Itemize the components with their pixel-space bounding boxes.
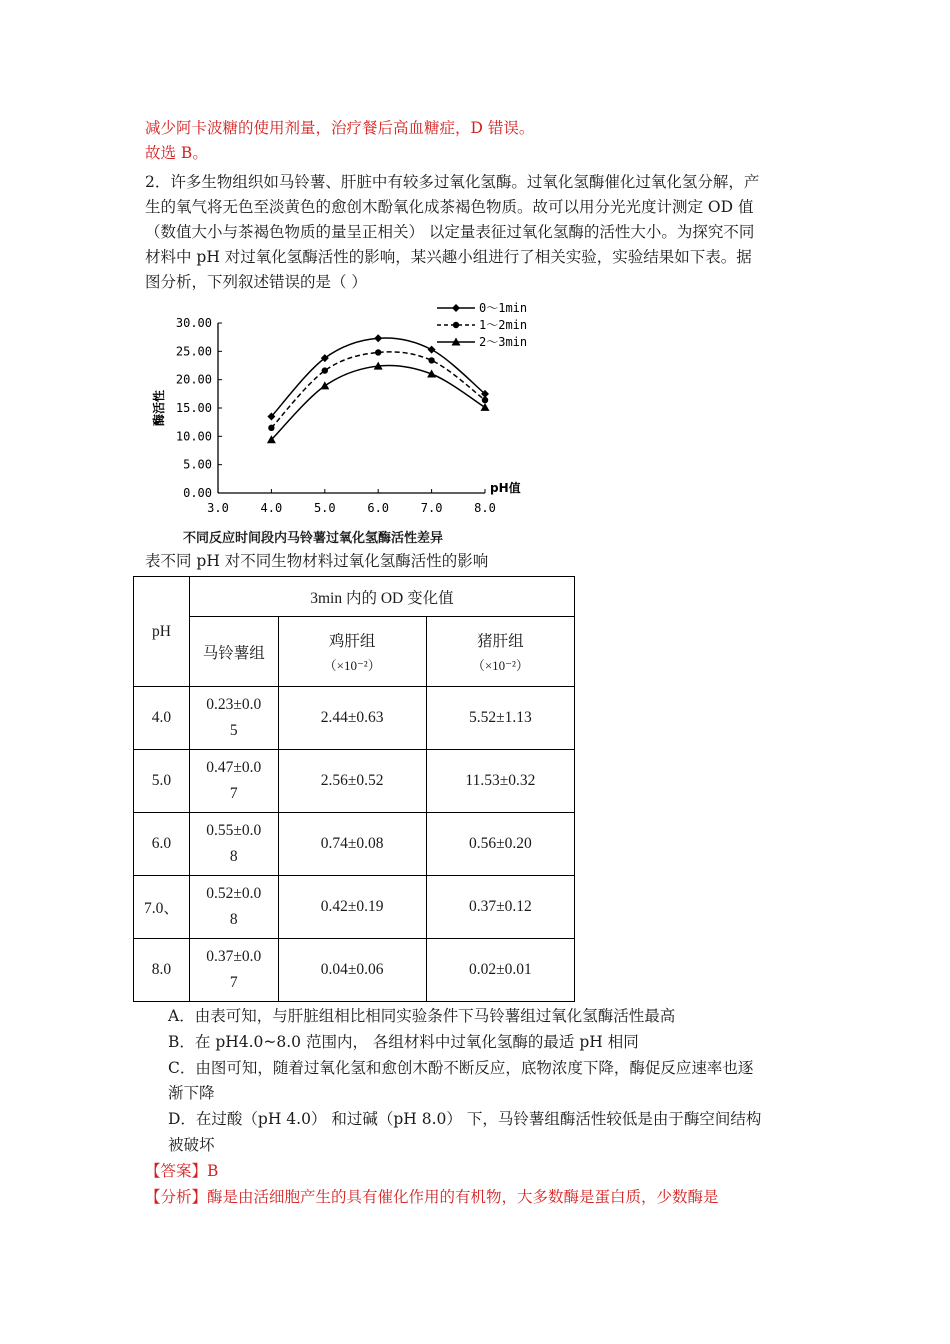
data-point <box>320 381 329 389</box>
row-ph: 4.0 <box>134 687 190 750</box>
legend-label: 1～2min <box>479 318 528 332</box>
od-table <box>133 576 575 1002</box>
y-axis-label: 酶活性 <box>152 389 166 427</box>
ph-header: pH <box>134 577 190 687</box>
question-line-3: （数值大小与茶褐色物质的量呈正相关） 以定量表征过氧化氢酶的活性大小。为探究不同 <box>145 223 755 241</box>
potato-value-b: 7 <box>229 974 238 991</box>
y-tick-label: 10.00 <box>175 429 212 444</box>
data-point <box>375 349 381 355</box>
row-pig: 11.53±0.32 <box>426 750 574 813</box>
row-potato <box>189 687 278 750</box>
potato-value-a: 0.23±0.0 <box>206 696 262 713</box>
col-pig <box>426 617 574 687</box>
intro-line-2: 故选 B。 <box>145 144 208 162</box>
col-pig-unit: （×10⁻²） <box>471 658 529 673</box>
y-tick-label: 25.00 <box>175 344 212 359</box>
potato-value-a: 0.47±0.0 <box>206 759 262 776</box>
data-point <box>322 367 328 373</box>
col-chicken <box>278 617 426 687</box>
data-point <box>481 403 490 411</box>
potato-value-b: 5 <box>229 722 238 739</box>
potato-value-b: 8 <box>229 911 238 928</box>
col-potato: 马铃薯组 <box>189 617 278 687</box>
x-tick-label: 6.0 <box>367 501 390 515</box>
row-ph: 8.0 <box>134 939 190 1002</box>
legend-label: 2～3min <box>479 335 528 349</box>
od-group-header: 3min 内的 OD 变化值 <box>189 577 574 617</box>
option-c-cont: 渐下降 <box>168 1084 215 1102</box>
potato-value-a: 0.55±0.0 <box>206 822 262 839</box>
table-caption: 表不同 pH 对不同生物材料过氧化氢酶活性的影响 <box>145 552 489 570</box>
data-point <box>374 334 382 342</box>
table-row <box>134 687 575 750</box>
row-ph: 7.0、 <box>134 876 190 939</box>
row-ph: 5.0 <box>134 750 190 813</box>
y-tick-label: 5.00 <box>183 457 212 472</box>
row-chicken: 2.44±0.63 <box>278 687 426 750</box>
question-line-1: 2．许多生物组织如马铃薯、肝脏中有较多过氧化氢酶。过氧化氢酶催化过氧化氢分解，产 <box>145 173 760 191</box>
x-axis-label: pH值 <box>490 481 521 495</box>
y-tick-label: 0.00 <box>183 486 212 500</box>
question-line-2: 生的氧气将无色至淡黄色的愈创木酚氧化成茶褐色物质。故可以用分光光度计测定 OD 值 <box>145 198 754 216</box>
data-point <box>428 357 434 363</box>
row-pig: 0.37±0.12 <box>426 876 574 939</box>
series-line-3 <box>271 365 485 439</box>
answer: 【答案】B <box>145 1162 219 1180</box>
data-point <box>452 304 460 312</box>
potato-value-b: 7 <box>229 785 238 802</box>
row-pig: 0.56±0.20 <box>426 813 574 876</box>
legend-label: 0～1min <box>479 301 528 315</box>
option-c: C．由图可知，随着过氧化氢和愈创木酚不断反应，底物浓度下降，酶促反应速率也逐 <box>168 1059 754 1077</box>
y-tick-label: 15.00 <box>175 401 212 415</box>
data-point <box>428 346 436 354</box>
row-chicken: 0.04±0.06 <box>278 939 426 1002</box>
potato-value-a: 0.37±0.0 <box>206 948 262 965</box>
row-potato <box>189 939 278 1002</box>
x-tick-label: 7.0 <box>420 501 443 515</box>
row-pig: 0.02±0.01 <box>426 939 574 1002</box>
col-chicken-label: 鸡肝组 <box>328 633 376 650</box>
y-tick-label: 30.00 <box>175 316 212 330</box>
table-row <box>134 750 575 813</box>
table-row <box>134 939 575 1002</box>
row-ph: 6.0 <box>134 813 190 876</box>
intro-line-1: 减少阿卡波糖的使用剂量，治疗餐后高血糖症，D 错误。 <box>145 119 535 137</box>
y-tick-label: 20.00 <box>175 372 212 387</box>
col-pig-label: 猪肝组 <box>477 633 524 650</box>
data-point <box>453 322 459 328</box>
row-chicken: 0.74±0.08 <box>278 813 426 876</box>
option-b: B．在 pH4.0~8.0 范围内， 各组材料中过氧化氢酶的最适 pH 相同 <box>168 1033 639 1051</box>
row-potato <box>189 750 278 813</box>
row-chicken: 2.56±0.52 <box>278 750 426 813</box>
option-d-cont: 被破坏 <box>168 1136 215 1154</box>
x-tick-label: 3.0 <box>207 501 229 515</box>
x-tick-label: 8.0 <box>474 501 496 515</box>
data-point <box>482 397 488 403</box>
option-d: D．在过酸（pH 4.0） 和过碱（pH 8.0） 下，马铃薯组酶活性较低是由于酶空间结构 <box>168 1110 762 1128</box>
question-line-5: 图分析，下列叙述错误的是（ ） <box>145 273 367 291</box>
row-potato <box>189 813 278 876</box>
potato-value-a: 0.52±0.0 <box>206 885 262 902</box>
row-potato <box>189 876 278 939</box>
x-tick-label: 5.0 <box>313 501 336 515</box>
chart-title: 不同反应时间段内马铃薯过氧化氢酶活性差异 <box>183 531 444 546</box>
analysis: 【分析】酶是由活细胞产生的具有催化作用的有机物，大多数酶是蛋白质，少数酶是 <box>145 1188 719 1206</box>
question-line-4: 材料中 pH 对过氧化氢酶活性的影响，某兴趣小组进行了相关实验，实验结果如下表。据 <box>145 248 752 266</box>
table-row <box>134 813 575 876</box>
row-chicken: 0.42±0.19 <box>278 876 426 939</box>
x-tick-label: 4.0 <box>260 501 283 515</box>
row-pig: 5.52±1.13 <box>426 687 574 750</box>
potato-value-b: 8 <box>229 848 238 865</box>
table-row <box>134 876 575 939</box>
option-a: A．由表可知，与肝脏组相比相同实验条件下马铃薯组过氧化氢酶活性最高 <box>168 1007 676 1025</box>
data-point <box>268 425 274 431</box>
enzyme-activity-chart <box>145 300 545 525</box>
col-chicken-unit: （×10⁻²） <box>323 658 381 673</box>
